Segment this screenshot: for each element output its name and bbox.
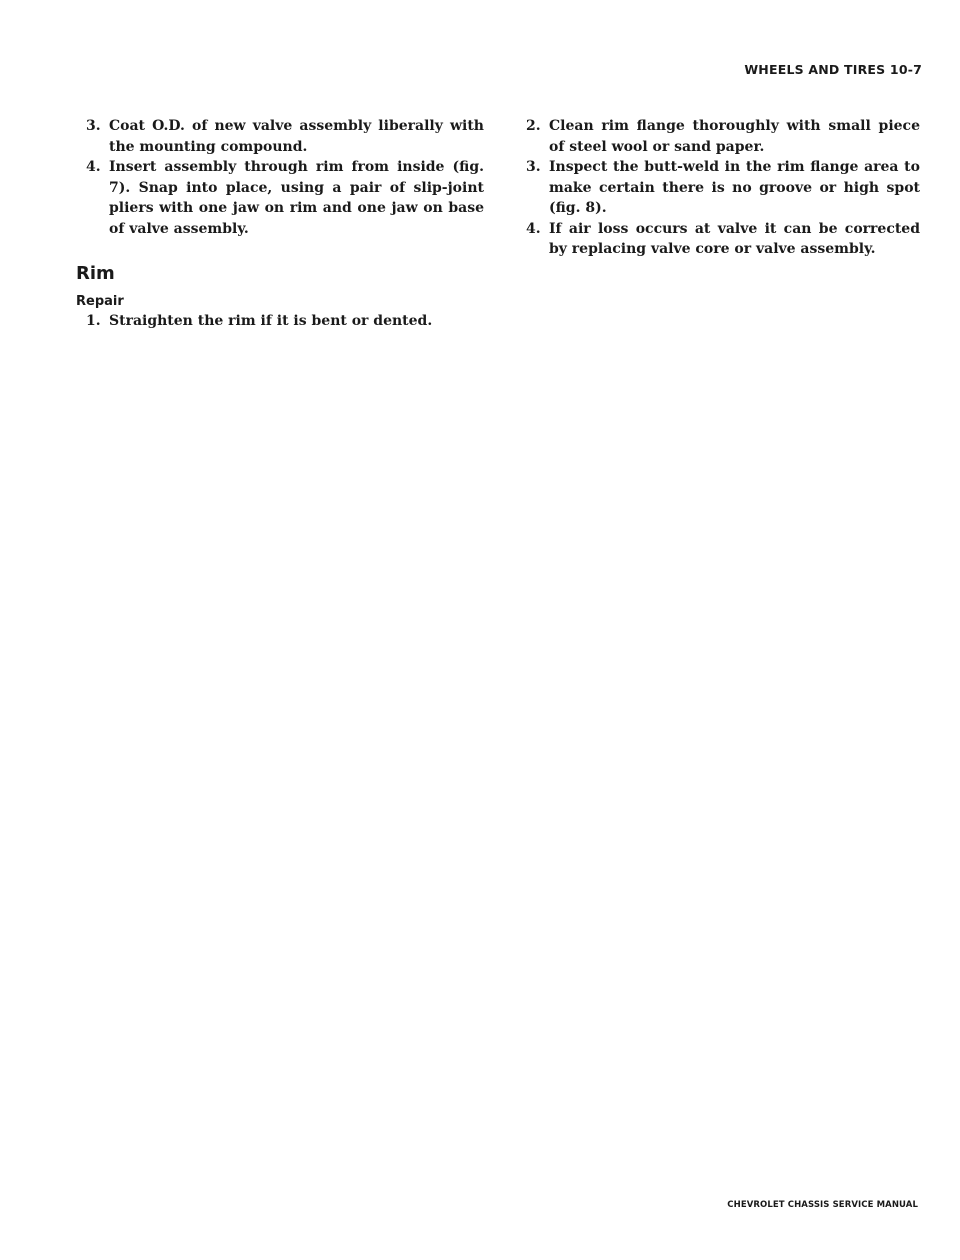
list-item <box>86 311 484 332</box>
step-text: Insert assembly through rim from inside (fig. 7). Snap into place, using a pair of slip-joint pliers with one jaw on rim and one jaw on base of valve assembly. <box>109 159 484 237</box>
list-item <box>86 157 484 239</box>
running-header: WHEELS AND TIRES 10-7 <box>744 62 922 77</box>
step-text: Clean rim flange thoroughly with small piece of steel wool or sand paper. <box>549 118 920 155</box>
step-number: 1. <box>86 313 101 329</box>
subsection-heading-repair: Repair <box>76 294 124 309</box>
valve-install-steps <box>86 116 484 239</box>
step-number: 4. <box>526 220 541 237</box>
list-item <box>86 116 484 157</box>
step-number: 4. <box>86 159 101 175</box>
step-text: Coat O.D. of new valve assembly liberally with the mounting compound. <box>109 118 484 155</box>
step-number: 3. <box>86 118 101 134</box>
list-item <box>526 157 920 219</box>
step-number: 3. <box>526 159 541 175</box>
right-column <box>526 116 920 260</box>
section-heading-rim: Rim <box>76 263 115 284</box>
page-footer: CHEVROLET CHASSIS SERVICE MANUAL <box>727 1200 918 1210</box>
list-item <box>526 116 920 157</box>
step-text: Straighten the rim if it is bent or dented. <box>109 313 433 329</box>
rim-repair-steps-continued <box>526 116 920 260</box>
step-text: Inspect the butt-weld in the rim flange area to make certain there is no groove or high spot (fig. 8). <box>549 159 920 216</box>
left-column <box>76 116 484 332</box>
step-text: If air loss occurs at valve it can be corrected by replacing valve core or valve assembly. <box>549 220 920 257</box>
rim-repair-steps <box>86 311 484 332</box>
list-item <box>526 219 920 260</box>
step-number: 2. <box>526 118 541 134</box>
